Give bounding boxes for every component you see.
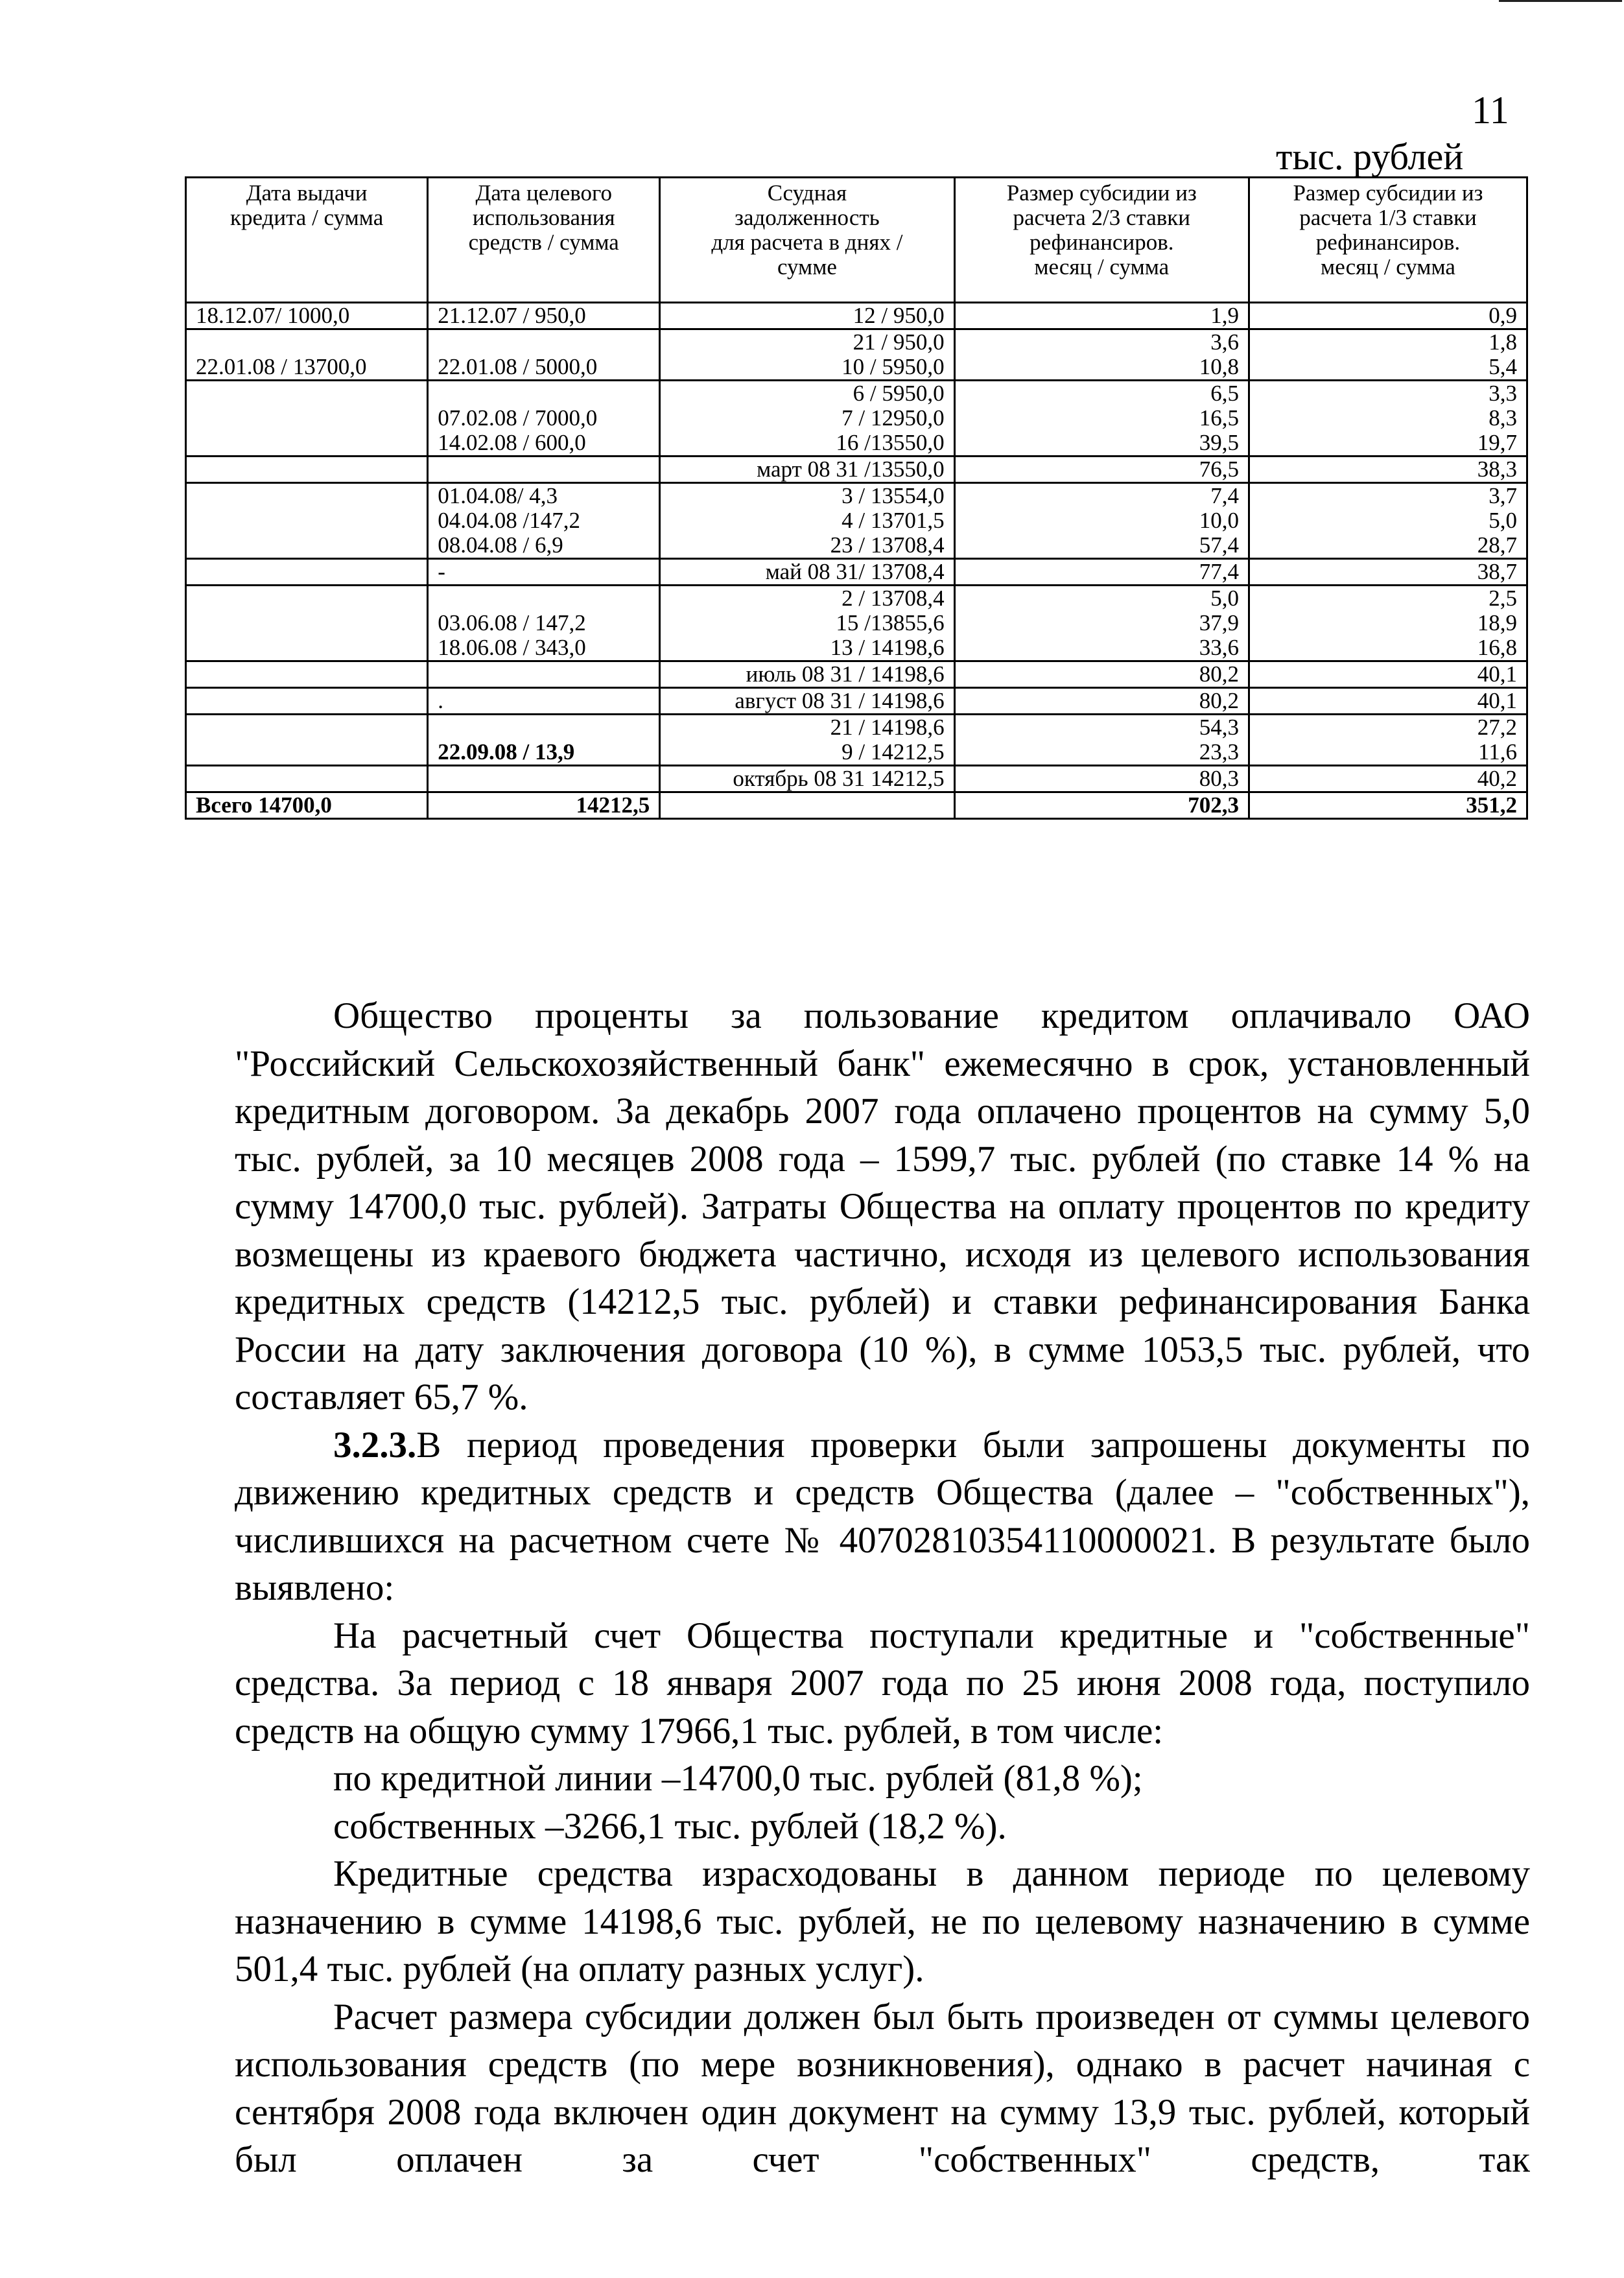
cell-line: 14212,5 <box>576 792 650 818</box>
cell-line <box>438 715 650 740</box>
cell-line <box>438 457 650 482</box>
cell-line: 39,5 <box>1199 430 1239 455</box>
section-number: 3.2.3. <box>333 1424 417 1465</box>
cell-loan <box>186 715 428 766</box>
cell-line: 6,5 <box>1210 381 1239 406</box>
cell-target <box>428 381 660 457</box>
table-row <box>186 381 1527 457</box>
cell-line: 16 /13550,0 <box>836 430 945 455</box>
header-line: месяц / сумма <box>1034 254 1170 279</box>
cell-line: 33,6 <box>1199 635 1239 660</box>
cell-target <box>428 303 660 329</box>
cell-line: 03.06.08 / 147,2 <box>438 610 586 635</box>
table-row <box>186 766 1527 792</box>
cell-sub23 <box>954 766 1249 792</box>
units-label: тыс. рублей <box>1276 136 1464 178</box>
cell-line: 10 / 5950,0 <box>841 354 945 379</box>
cell-line: - <box>438 559 445 584</box>
cell-sub13 <box>1249 329 1527 381</box>
cell-line: 5,0 <box>1489 508 1517 533</box>
cell-line: 2 / 13708,4 <box>841 586 945 611</box>
table-row <box>186 559 1527 586</box>
cell-debt <box>660 381 954 457</box>
cell-sub13 <box>1249 303 1527 329</box>
cell-line: 7 / 12950,0 <box>841 405 945 431</box>
cell-line: 54,3 <box>1199 715 1239 740</box>
cell-line: 21 / 950,0 <box>853 329 945 355</box>
header-line: Размер субсидии из <box>1006 180 1197 206</box>
cell-line: 22.01.08 / 13700,0 <box>196 354 367 379</box>
table-row <box>186 457 1527 483</box>
cell-line: 01.04.08/ 4,3 <box>438 483 558 508</box>
cell-line <box>438 766 650 791</box>
header-line: Дата целевого <box>475 180 612 206</box>
header-loan-debt <box>660 178 954 303</box>
header-line: для расчета в днях / <box>711 230 903 255</box>
header-line: средств / сумма <box>468 230 619 255</box>
cell-line <box>196 635 418 660</box>
cell-line: 28,7 <box>1477 532 1517 558</box>
table-row <box>186 688 1527 715</box>
cell-loan <box>186 586 428 661</box>
cell-sub23 <box>954 661 1249 688</box>
cell-line <box>196 431 418 455</box>
cell-line <box>196 330 418 355</box>
cell-line: 23 / 13708,4 <box>830 532 945 558</box>
cell-loan <box>186 329 428 381</box>
cell-debt <box>660 715 954 766</box>
cell-line: 2,5 <box>1489 586 1517 611</box>
cell-line <box>196 533 418 558</box>
cell-sub23 <box>954 688 1249 715</box>
cell-line: 18.12.07/ 1000,0 <box>196 303 350 328</box>
cell-loan <box>186 661 428 688</box>
cell-sub23 <box>954 715 1249 766</box>
cell-line <box>196 715 418 740</box>
header-line: сумме <box>777 254 837 279</box>
cell-line: март 08 31 /13550,0 <box>757 457 945 482</box>
cell-target <box>428 766 660 792</box>
page-number: 11 <box>1472 89 1509 132</box>
cell-loan <box>186 457 428 483</box>
cell-line: 57,4 <box>1199 532 1239 558</box>
cell-line: 8,3 <box>1489 405 1517 431</box>
cell-line: 5,4 <box>1489 354 1517 379</box>
cell-loan <box>186 483 428 559</box>
cell-line: 6 / 5950,0 <box>853 381 945 406</box>
cell-line: 3,7 <box>1489 483 1517 508</box>
cell-sub23 <box>954 457 1249 483</box>
paragraph-spending: Кредитные средства израсходованы в данном периоде по целевому назначению в сумме 14198,6 тыс. рублей, не по целевому назначению в сумме 501,4 тыс. рублей (на оплату разных услуг). <box>235 1853 1530 1989</box>
total-sub13 <box>1249 792 1527 819</box>
total-target <box>428 792 660 819</box>
cell-line: 7,4 <box>1210 483 1239 508</box>
cell-line: 0,9 <box>1489 303 1517 328</box>
header-loan-date <box>186 178 428 303</box>
cell-sub23 <box>954 483 1249 559</box>
cell-line: 40,2 <box>1477 766 1517 791</box>
cell-sub13 <box>1249 688 1527 715</box>
cell-sub23 <box>954 559 1249 586</box>
cell-line <box>196 508 418 533</box>
cell-sub13 <box>1249 661 1527 688</box>
cell-line: 10,0 <box>1199 508 1239 533</box>
scan-edge-line <box>1499 0 1622 2</box>
cell-line: 16,8 <box>1477 635 1517 660</box>
table-row <box>186 303 1527 329</box>
cell-line <box>438 381 650 406</box>
cell-line: 21 / 14198,6 <box>830 715 945 740</box>
cell-line: . <box>438 688 443 713</box>
cell-loan <box>186 688 428 715</box>
cell-line: 3,6 <box>1210 329 1239 355</box>
cell-line: 5,0 <box>1210 586 1239 611</box>
paragraph-receipts: На расчетный счет Общества поступали кредитные и "собственные" средства. За период с 18 января 2007 года по 25 июня 2008 года, поступило средств на общую сумму 17966,1 тыс. рублей, в том числе: <box>235 1615 1530 1751</box>
cell-sub13 <box>1249 586 1527 661</box>
cell-line <box>196 689 418 713</box>
section-text: В период проведения проверки были запрошены документы по движению кредитных средств и средств Общества (далее – "собственных"), числившихся на расчетном счете № 40702810354110000021. В результате было выявлено: <box>235 1424 1530 1608</box>
cell-target <box>428 661 660 688</box>
cell-line: 23,3 <box>1199 739 1239 765</box>
header-subsidy-1-3 <box>1249 178 1527 303</box>
cell-line <box>196 381 418 406</box>
cell-line: 04.04.08 /147,2 <box>438 508 580 533</box>
header-line: задолженность <box>735 205 880 230</box>
cell-target <box>428 457 660 483</box>
cell-line <box>196 560 418 584</box>
cell-target <box>428 329 660 381</box>
cell-line <box>196 766 418 791</box>
cell-line: 15 /13855,6 <box>836 610 945 635</box>
cell-line <box>196 611 418 635</box>
cell-line: 14.02.08 / 600,0 <box>438 430 586 455</box>
cell-debt <box>660 483 954 559</box>
total-loan <box>186 792 428 819</box>
cell-line: 27,2 <box>1477 715 1517 740</box>
cell-line: 19,7 <box>1477 430 1517 455</box>
cell-loan <box>186 381 428 457</box>
cell-line: 80,2 <box>1199 661 1239 687</box>
cell-line <box>196 484 418 508</box>
cell-debt <box>660 303 954 329</box>
table-row <box>186 586 1527 661</box>
cell-line: 38,3 <box>1477 457 1517 482</box>
cell-target <box>428 559 660 586</box>
cell-line: 10,8 <box>1199 354 1239 379</box>
list-item-credit-line: по кредитной линии –14700,0 тыс. рублей (81,8 %); <box>333 1758 1143 1799</box>
cell-line: 1,8 <box>1489 329 1517 355</box>
cell-line: 40,1 <box>1477 688 1517 713</box>
header-line: Ссудная <box>767 180 847 206</box>
cell-line: 40,1 <box>1477 661 1517 687</box>
cell-line: май 08 31/ 13708,4 <box>765 559 945 584</box>
cell-line: Всего 14700,0 <box>196 792 332 818</box>
cell-line <box>196 457 418 482</box>
table-row <box>186 483 1527 559</box>
subsidy-table <box>185 176 1528 820</box>
cell-loan <box>186 303 428 329</box>
cell-line <box>670 793 944 818</box>
cell-line <box>196 740 418 765</box>
cell-line <box>196 586 418 611</box>
cell-line: 13 / 14198,6 <box>830 635 945 660</box>
table-row <box>186 715 1527 766</box>
cell-line <box>438 330 650 355</box>
cell-target <box>428 483 660 559</box>
cell-line: 3,3 <box>1489 381 1517 406</box>
cell-debt <box>660 457 954 483</box>
cell-target <box>428 688 660 715</box>
cell-debt <box>660 766 954 792</box>
cell-line: 37,9 <box>1199 610 1239 635</box>
cell-sub23 <box>954 303 1249 329</box>
cell-line <box>438 662 650 687</box>
cell-line: 76,5 <box>1199 457 1239 482</box>
cell-loan <box>186 559 428 586</box>
table-row <box>186 661 1527 688</box>
cell-target <box>428 586 660 661</box>
header-line: кредита / сумма <box>229 205 384 230</box>
cell-line: 38,7 <box>1477 559 1517 584</box>
cell-line: июль 08 31 / 14198,6 <box>746 661 945 687</box>
cell-loan <box>186 766 428 792</box>
cell-target <box>428 715 660 766</box>
list-item-own-funds: собственных –3266,1 тыс. рублей (18,2 %). <box>333 1805 1007 1847</box>
cell-line <box>196 662 418 687</box>
cell-line: 9 / 14212,5 <box>841 739 945 765</box>
cell-line: 07.02.08 / 7000,0 <box>438 405 598 431</box>
header-line: расчета 2/3 ставки <box>1013 205 1191 230</box>
cell-line: 18.06.08 / 343,0 <box>438 635 586 660</box>
cell-debt <box>660 329 954 381</box>
header-line: Дата выдачи <box>246 180 368 206</box>
table-row <box>186 329 1527 381</box>
cell-debt <box>660 559 954 586</box>
cell-line: октябрь 08 31 14212,5 <box>733 766 945 791</box>
table-header-row <box>186 178 1527 303</box>
cell-line: 22.01.08 / 5000,0 <box>438 354 598 379</box>
cell-line: 16,5 <box>1199 405 1239 431</box>
body-text <box>235 992 1530 2184</box>
cell-sub13 <box>1249 559 1527 586</box>
header-target-date <box>428 178 660 303</box>
cell-debt <box>660 688 954 715</box>
cell-line: 21.12.07 / 950,0 <box>438 303 586 328</box>
total-sub23 <box>954 792 1249 819</box>
cell-sub13 <box>1249 457 1527 483</box>
paragraph-section-3-2-3 <box>235 1421 1530 1612</box>
cell-line: 702,3 <box>1188 792 1239 818</box>
cell-line: август 08 31 / 14198,6 <box>735 688 945 713</box>
cell-line: 12 / 950,0 <box>853 303 945 328</box>
header-line: рефинансиров. <box>1030 230 1174 255</box>
cell-sub13 <box>1249 715 1527 766</box>
cell-debt <box>660 661 954 688</box>
total-debt <box>660 792 954 819</box>
table-total-row <box>186 792 1527 819</box>
cell-line: 11,6 <box>1478 739 1517 765</box>
cell-sub23 <box>954 329 1249 381</box>
cell-line: 77,4 <box>1199 559 1239 584</box>
cell-line: 08.04.08 / 6,9 <box>438 532 563 558</box>
header-line: месяц / сумма <box>1321 254 1455 279</box>
paragraph-subsidy-calculation: Расчет размера субсидии должен был быть произведен от суммы целевого использования средств (по мере возникновения), однако в расчет начиная с сентября 2008 года включен один документ на сумму 13,9 тыс. рублей, который был оплачен за счет "собственных" средств, так <box>235 1996 1530 2180</box>
cell-line: 1,9 <box>1210 303 1239 328</box>
cell-line <box>196 406 418 431</box>
header-line: рефинансиров. <box>1315 230 1461 255</box>
header-line: расчета 1/3 ставки <box>1299 205 1477 230</box>
cell-sub13 <box>1249 381 1527 457</box>
cell-line: 18,9 <box>1477 610 1517 635</box>
cell-sub23 <box>954 381 1249 457</box>
cell-line: 351,2 <box>1466 792 1517 818</box>
cell-line: 80,3 <box>1199 766 1239 791</box>
header-line: Размер субсидии из <box>1293 180 1483 206</box>
cell-line: 3 / 13554,0 <box>841 483 945 508</box>
cell-line: 22.09.08 / 13,9 <box>438 739 575 765</box>
header-line: использования <box>472 205 615 230</box>
cell-line <box>438 586 650 611</box>
cell-debt <box>660 586 954 661</box>
cell-line: 80,2 <box>1199 688 1239 713</box>
header-subsidy-2-3 <box>954 178 1249 303</box>
cell-sub23 <box>954 586 1249 661</box>
paragraph-interest-payments: Общество проценты за пользование кредитом оплачивало ОАО "Российский Сельскохозяйственный банк" ежемесячно в срок, установленный кредитным договором. За декабрь 2007 года оплачено процентов на сумму 5,0 тыс. рублей, за 10 месяцев 2008 года – 1599,7 тыс. рублей (по ставке 14 % на сумму 14700,0 тыс. рублей). Затраты Общества на оплату процентов по кредиту возмещены из краевого бюджета частично, исходя из целевого использования кредитных средств (14212,5 тыс. рублей) и ставки рефинансирования Банка России на дату заключения договора (10 %), в сумме 1053,5 тыс. рублей, что составляет 65,7 %. <box>235 995 1530 1418</box>
cell-sub13 <box>1249 483 1527 559</box>
cell-sub13 <box>1249 766 1527 792</box>
cell-line: 4 / 13701,5 <box>841 508 945 533</box>
